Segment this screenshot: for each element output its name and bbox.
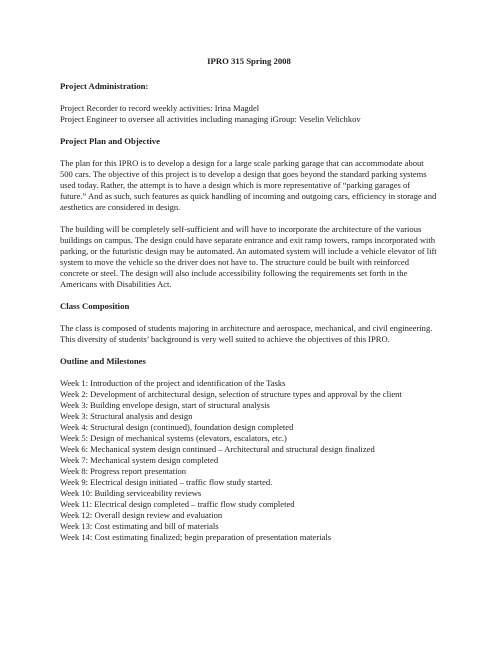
project-engineer-line: Project Engineer to oversee all activities including managing iGroup: Veselin Velichkov bbox=[60, 114, 361, 124]
plan-heading: Project Plan and Objective bbox=[60, 136, 160, 146]
milestone-item: Week 3: Building envelope design, start of structural analysis bbox=[60, 400, 270, 410]
milestone-item: Week 10: Building serviceability reviews bbox=[60, 488, 202, 498]
project-recorder-line: Project Recorder to record weekly activities: Irina Magdel bbox=[60, 103, 260, 113]
milestone-item: Week 1: Introduction of the project and identification of the Tasks bbox=[60, 378, 286, 388]
milestone-item: Week 4: Structural design (continued), foundation design completed bbox=[60, 422, 294, 432]
plan-paragraph-2: The building will be completely self-sufficient and will have to incorporate the architecture of the various buildings on campus. The design could have separate entrance and exit ramp towers, ramps incorporated with parking, or the futuristic design may be automated. An automated system will include a vehicle elevator of lift system to move the vehicle so the driver does not have to. The structure could be built with reinforced concrete or steel. The design will also include accessibility following the requirements set forth in the Americans with Disabilities Act. bbox=[60, 224, 437, 289]
milestone-item: Week 12: Overall design review and evaluation bbox=[60, 510, 223, 520]
milestone-item: Week 7: Mechanical system design completed bbox=[60, 455, 219, 465]
milestone-list bbox=[60, 378, 438, 543]
milestone-item: Week 14: Cost estimating finalized; begin preparation of presentation materials bbox=[60, 532, 332, 542]
milestone-item: Week 13: Cost estimating and bill of materials bbox=[60, 521, 219, 531]
document-title: IPRO 315 Spring 2008 bbox=[207, 56, 291, 66]
milestone-item: Week 5: Design of mechanical systems (elevators, escalators, etc.) bbox=[60, 433, 287, 443]
plan-paragraph-1: The plan for this IPRO is to develop a design for a large scale parking garage that can accommodate about 500 cars. The objective of this project is to develop a design that goes beyond the standard parking systems used today. Rather, the attempt is to have a design which is more representative of “parking garages of future.” And as such, such features as quick handling of incoming and outgoing cars, efficiency in storage and aesthetics are considered in design. bbox=[60, 158, 437, 212]
milestone-item: Week 6: Mechanical system design continued – Architectural and structural design finalized bbox=[60, 444, 375, 454]
milestone-item: Week 9: Electrical design initiated – traffic flow study started. bbox=[60, 477, 273, 487]
class-heading: Class Composition bbox=[60, 301, 130, 311]
milestone-item: Week 8: Progress report presentation bbox=[60, 466, 187, 476]
admin-block bbox=[60, 103, 438, 125]
admin-heading: Project Administration: bbox=[60, 81, 149, 91]
outline-heading: Outline and Milestones bbox=[60, 356, 146, 366]
milestone-item: Week 3: Structural analysis and design bbox=[60, 411, 193, 421]
milestone-item: Week 11: Electrical design completed – traffic flow study completed bbox=[60, 499, 295, 509]
milestone-item: Week 2: Development of architectural design, selection of structure types and approval by the client bbox=[60, 389, 402, 399]
class-paragraph: The class is composed of students majoring in architecture and aerospace, mechanical, and civil engineering. This diversity of students’ background is very well suited to achieve the objectives of this IPRO. bbox=[60, 323, 433, 344]
